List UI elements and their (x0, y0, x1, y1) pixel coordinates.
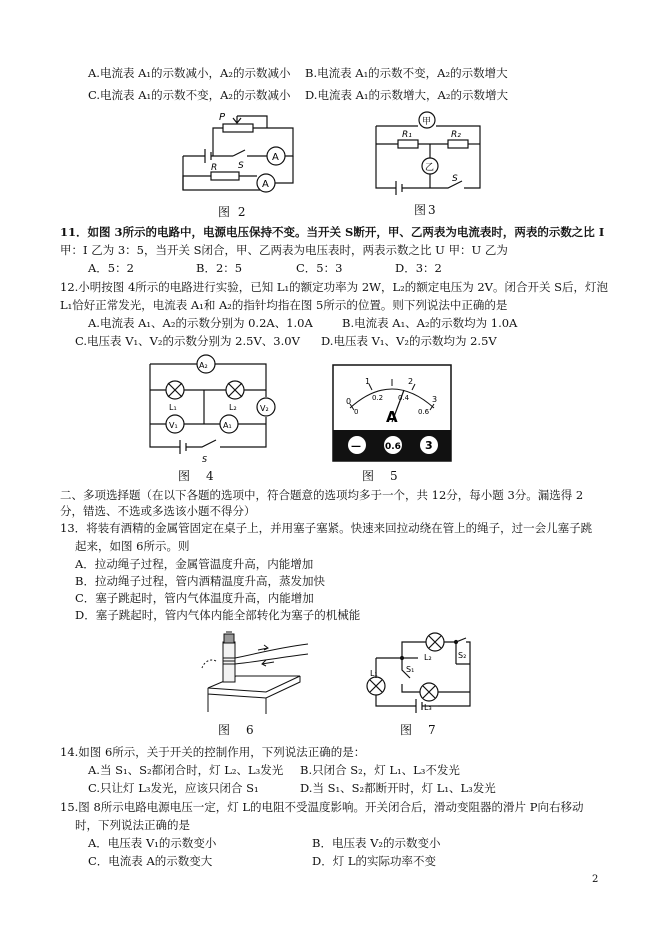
figure-6-tube-illustration (196, 628, 314, 716)
fig5-bottom-scale-02: 0.2 (372, 394, 384, 402)
fig2-label-r: R (211, 163, 218, 173)
fig4-voltmeter-v1: V₁ (169, 421, 178, 430)
q13-stem-2: 起来，如图 6所示。则 (75, 539, 190, 553)
q11-option-d: D．3：2 (395, 261, 442, 275)
fig5-caption: 图 5 (362, 469, 400, 483)
q10-option-b: B.电流表 A₁的示数不变，A₂的示数增大 (305, 66, 508, 80)
fig5-terminal-3: 3 (425, 439, 433, 452)
figure-2-circuit (175, 108, 300, 198)
fig7-caption: 图 7 (400, 723, 438, 737)
fig7-lamp-l2: L₂ (424, 653, 432, 662)
fig7-switch-s2: S₂ (458, 651, 467, 660)
fig2-label-p: P (219, 112, 226, 123)
q13-option-b: B．拉动绳子过程，管内酒精温度升高，蒸发加快 (75, 574, 325, 588)
q15-option-c: C．电流表 A的示数变大 (88, 854, 213, 868)
fig4-label-s: S (202, 455, 208, 464)
q15-option-a: A．电压表 V₁的示数变小 (88, 836, 217, 850)
fig5-bottom-scale-04: 0.4 (398, 394, 410, 402)
fig4-ammeter-a1: A₁ (223, 421, 232, 430)
fig4-lamp-l2: L₂ (229, 403, 237, 412)
figure-3-circuit (370, 106, 490, 198)
fig5-top-scale-1: 1 (365, 377, 371, 386)
q13-stem-1: 13．将装有酒精的金属管固定在桌子上，并用塞子塞紧。快速来回拉动绕在管上的绳子，过一会儿塞子跳 (60, 521, 593, 535)
fig3-meter-yi: 乙 (425, 163, 435, 173)
q13-option-d: D．塞子跳起时，管内气体内能全部转化为塞子的机械能 (75, 608, 361, 622)
fig5-terminal-negative: — (351, 441, 361, 452)
q12-option-d: D.电压表 V₁、V₂的示数均为 2.5V (321, 334, 497, 348)
fig4-lamp-l1: L₁ (169, 403, 177, 412)
fig3-meter-jia: 甲 (422, 117, 432, 127)
q14-option-a: A.当 S₁、S₂都闭合时，灯 L₂、L₃发光 (88, 763, 284, 777)
q15-option-d: D．灯 L的实际功率不变 (312, 854, 437, 868)
q11-option-b: B．2：5 (196, 261, 243, 275)
section-2-heading-2: 分，错选、不选或多选该小题不得分） (60, 504, 256, 518)
fig5-top-scale-2: 2 (408, 377, 414, 386)
q14-option-d: D.当 S₁、S₂都断开时，灯 L₁、L₃发光 (300, 781, 496, 795)
fig4-caption: 图 4 (178, 469, 216, 483)
fig3-label-s: S (452, 174, 458, 184)
section-2-heading-1: 二、多项选择题（在以下各题的选项中，符合题意的选项均多于一个，共 12分，每小题 3分。漏选得 2 (60, 488, 584, 502)
fig2-ammeter-2: A (262, 179, 269, 190)
fig7-lamp-l3: L₃ (424, 703, 432, 712)
q12-stem-1: 12.小明按图 4所示的电路进行实验，已知 L₁的额定功率为 2W，L₂的额定电压为 2V。闭合开关 S后，灯泡 (60, 280, 609, 294)
fig2-caption: 图 2 (218, 205, 248, 219)
q10-option-a: A.电流表 A₁的示数减小，A₂的示数减小 (88, 66, 291, 80)
q12-option-c: C.电压表 V₁、V₂的示数分别为 2.5V、3.0V (75, 334, 300, 348)
fig3-label-r1: R₁ (402, 130, 412, 140)
q12-stem-2: L₁恰好正常发光，电流表 A₁和 A₂的指针均指在图 5所示的位置。则下列说法中正确的是 (60, 298, 508, 312)
fig4-ammeter-a2: A₂ (199, 361, 208, 370)
q10-option-d: D.电流表 A₁的示数增大，A₂的示数增大 (305, 88, 508, 102)
q15-stem-2: 时，下列说法正确的是 (75, 818, 190, 832)
q14-option-c: C.只让灯 L₃发光，应该只闭合 S₁ (88, 781, 259, 795)
q14-option-b: B.只闭合 S₂，灯 L₁、L₃不发光 (300, 763, 460, 777)
fig3-label-r2: R₂ (451, 130, 461, 140)
page-number: 2 (592, 874, 599, 885)
fig5-bottom-scale-06: 0.6 (418, 408, 430, 416)
q12-option-b: B.电流表 A₁、A₂的示数均为 1.0A (342, 316, 518, 330)
q11-option-c: C．5：3 (296, 261, 343, 275)
q15-option-b: B．电压表 V₂的示数变小 (312, 836, 441, 850)
q11-stem-1: 11．如图 3所示的电路中，电源电压保持不变。当开关 S断开，甲、乙两表为电流表时，两表的示数之比 I (60, 225, 605, 239)
fig6-caption: 图 6 (218, 723, 256, 737)
q11-stem-2: 甲：I 乙为 3：5，当开关 S闭合，甲、乙两表为电压表时，两表示数之比 U 甲：U 乙为 (60, 243, 508, 257)
fig2-label-s: S (238, 161, 244, 171)
fig5-bottom-scale-0: 0 (354, 408, 359, 416)
q14-stem: 14.如图 6所示，关于开关的控制作用，下列说法正确的是： (60, 745, 366, 759)
fig7-lamp-l1: L₁ (370, 669, 378, 678)
q10-option-c: C.电流表 A₁的示数不变，A₂的示数减小 (88, 88, 291, 102)
q12-option-a: A.电流表 A₁、A₂的示数分别为 0.2A、1.0A (88, 316, 313, 330)
q11-option-a: A．5：2 (88, 261, 134, 275)
fig7-switch-s1: S₁ (406, 665, 415, 674)
figure-7-circuit (358, 628, 478, 716)
figure-5-ammeter-dial (332, 364, 452, 462)
fig3-caption: 图3 (414, 203, 438, 217)
fig5-top-scale-0: 0 (346, 397, 352, 406)
fig4-voltmeter-v2: V₂ (260, 404, 269, 413)
q13-option-a: A．拉动绳子过程，金属管温度升高，内能增加 (75, 557, 314, 571)
fig5-top-scale-3: 3 (432, 395, 438, 404)
fig5-unit-a: A (386, 408, 398, 426)
q15-stem-1: 15.图 8所示电路电源电压一定，灯 L的电阻不受温度影响。开关闭合后，滑动变阻器的滑片 P向右移动 (60, 800, 584, 814)
figure-4-circuit (140, 352, 285, 464)
q13-option-c: C．塞子跳起时，管内气体温度升高，内能增加 (75, 591, 314, 605)
fig2-ammeter-1: A (272, 152, 279, 163)
fig5-terminal-06: 0.6 (385, 442, 401, 452)
